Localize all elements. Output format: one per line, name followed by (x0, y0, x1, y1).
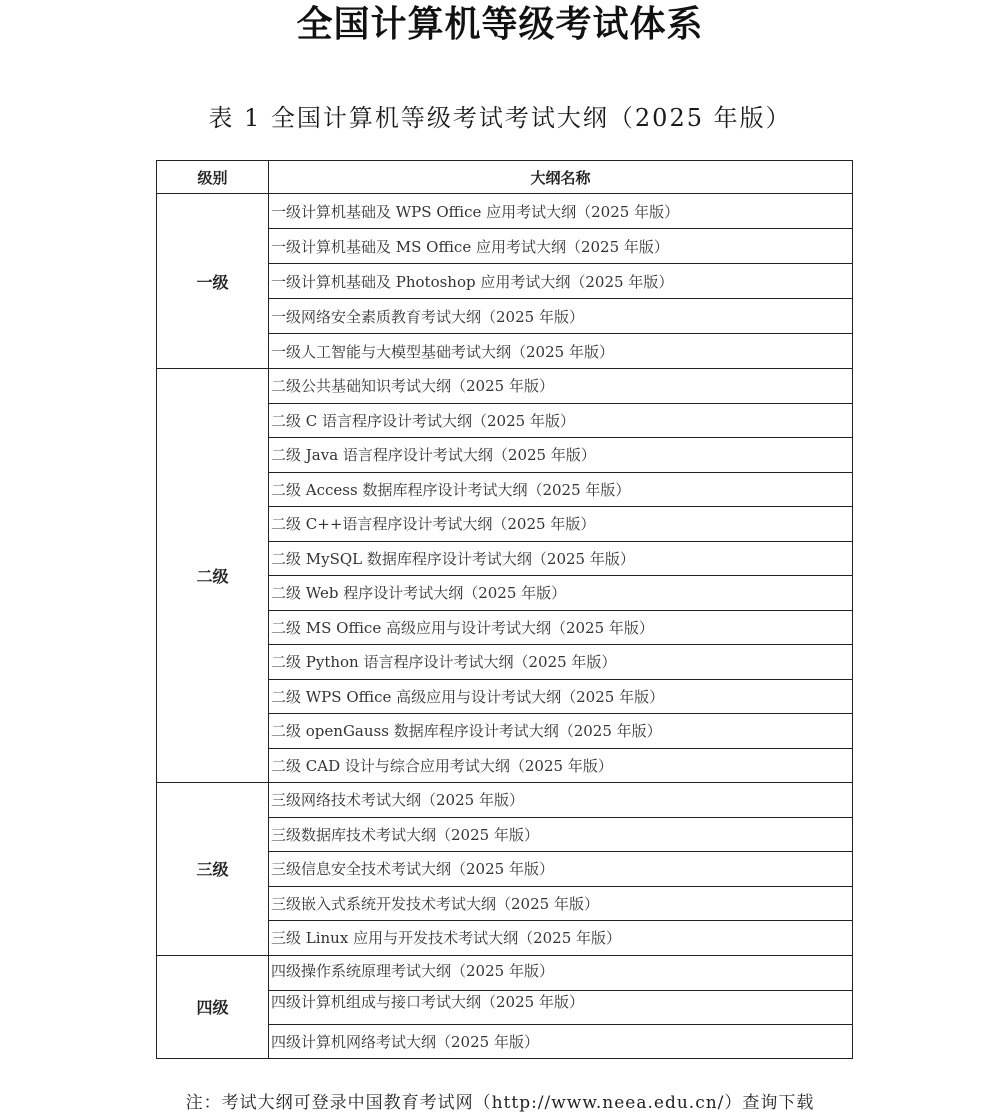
syllabus-name: 二级 MySQL 数据库程序设计考试大纲（2025 年版） (269, 541, 853, 576)
table-caption: 表 1 全国计算机等级考试考试大纲（2025 年版） (208, 104, 792, 132)
syllabus-name: 二级公共基础知识考试大纲（2025 年版） (269, 369, 853, 404)
syllabus-name: 三级数据库技术考试大纲（2025 年版） (269, 817, 853, 852)
syllabus-name: 二级 MS Office 高级应用与设计考试大纲（2025 年版） (269, 610, 853, 645)
syllabus-name: 一级计算机基础及 WPS Office 应用考试大纲（2025 年版） (269, 194, 853, 229)
table-row (157, 369, 853, 404)
syllabus-name: 三级网络技术考试大纲（2025 年版） (269, 783, 853, 818)
level-cell-4: 四级 (157, 955, 269, 1059)
table-row (157, 955, 853, 990)
document-title: 全国计算机等级考试体系 (296, 3, 704, 45)
syllabus-name: 三级 Linux 应用与开发技术考试大纲（2025 年版） (269, 921, 853, 956)
level-cell-2: 二级 (157, 369, 269, 783)
table-header-row (157, 161, 853, 194)
syllabus-name: 四级计算机网络考试大纲（2025 年版） (269, 1024, 853, 1059)
table-row (157, 783, 853, 818)
syllabus-name: 一级计算机基础及 MS Office 应用考试大纲（2025 年版） (269, 229, 853, 264)
syllabus-name: 四级计算机组成与接口考试大纲（2025 年版） (269, 990, 853, 1024)
level-cell-3: 三级 (157, 783, 269, 956)
syllabus-name: 二级 openGauss 数据库程序设计考试大纲（2025 年版） (269, 714, 853, 749)
footnote: 注：考试大纲可登录中国教育考试网（http://www.neea.edu.cn/）查询下载 (185, 1093, 815, 1113)
syllabus-name: 二级 Web 程序设计考试大纲（2025 年版） (269, 576, 853, 611)
header-level: 级别 (157, 161, 269, 194)
syllabus-name: 二级 WPS Office 高级应用与设计考试大纲（2025 年版） (269, 679, 853, 714)
syllabus-name: 四级操作系统原理考试大纲（2025 年版） (269, 955, 853, 990)
syllabus-name: 二级 C++语言程序设计考试大纲（2025 年版） (269, 507, 853, 542)
syllabus-name: 二级 CAD 设计与综合应用考试大纲（2025 年版） (269, 748, 853, 783)
syllabus-name: 一级人工智能与大模型基础考试大纲（2025 年版） (269, 334, 853, 369)
syllabus-name: 一级计算机基础及 Photoshop 应用考试大纲（2025 年版） (269, 264, 853, 299)
syllabus-name: 三级嵌入式系统开发技术考试大纲（2025 年版） (269, 886, 853, 921)
syllabus-name: 二级 Java 语言程序设计考试大纲（2025 年版） (269, 438, 853, 473)
syllabus-name: 二级 C 语言程序设计考试大纲（2025 年版） (269, 403, 853, 438)
syllabus-name: 二级 Access 数据库程序设计考试大纲（2025 年版） (269, 472, 853, 507)
syllabus-name: 一级网络安全素质教育考试大纲（2025 年版） (269, 299, 853, 334)
syllabus-table (156, 160, 853, 1059)
header-syllabus-name: 大纲名称 (269, 161, 853, 194)
syllabus-name: 三级信息安全技术考试大纲（2025 年版） (269, 852, 853, 887)
syllabus-name: 二级 Python 语言程序设计考试大纲（2025 年版） (269, 645, 853, 680)
table-row (157, 194, 853, 229)
level-cell-1: 一级 (157, 194, 269, 369)
